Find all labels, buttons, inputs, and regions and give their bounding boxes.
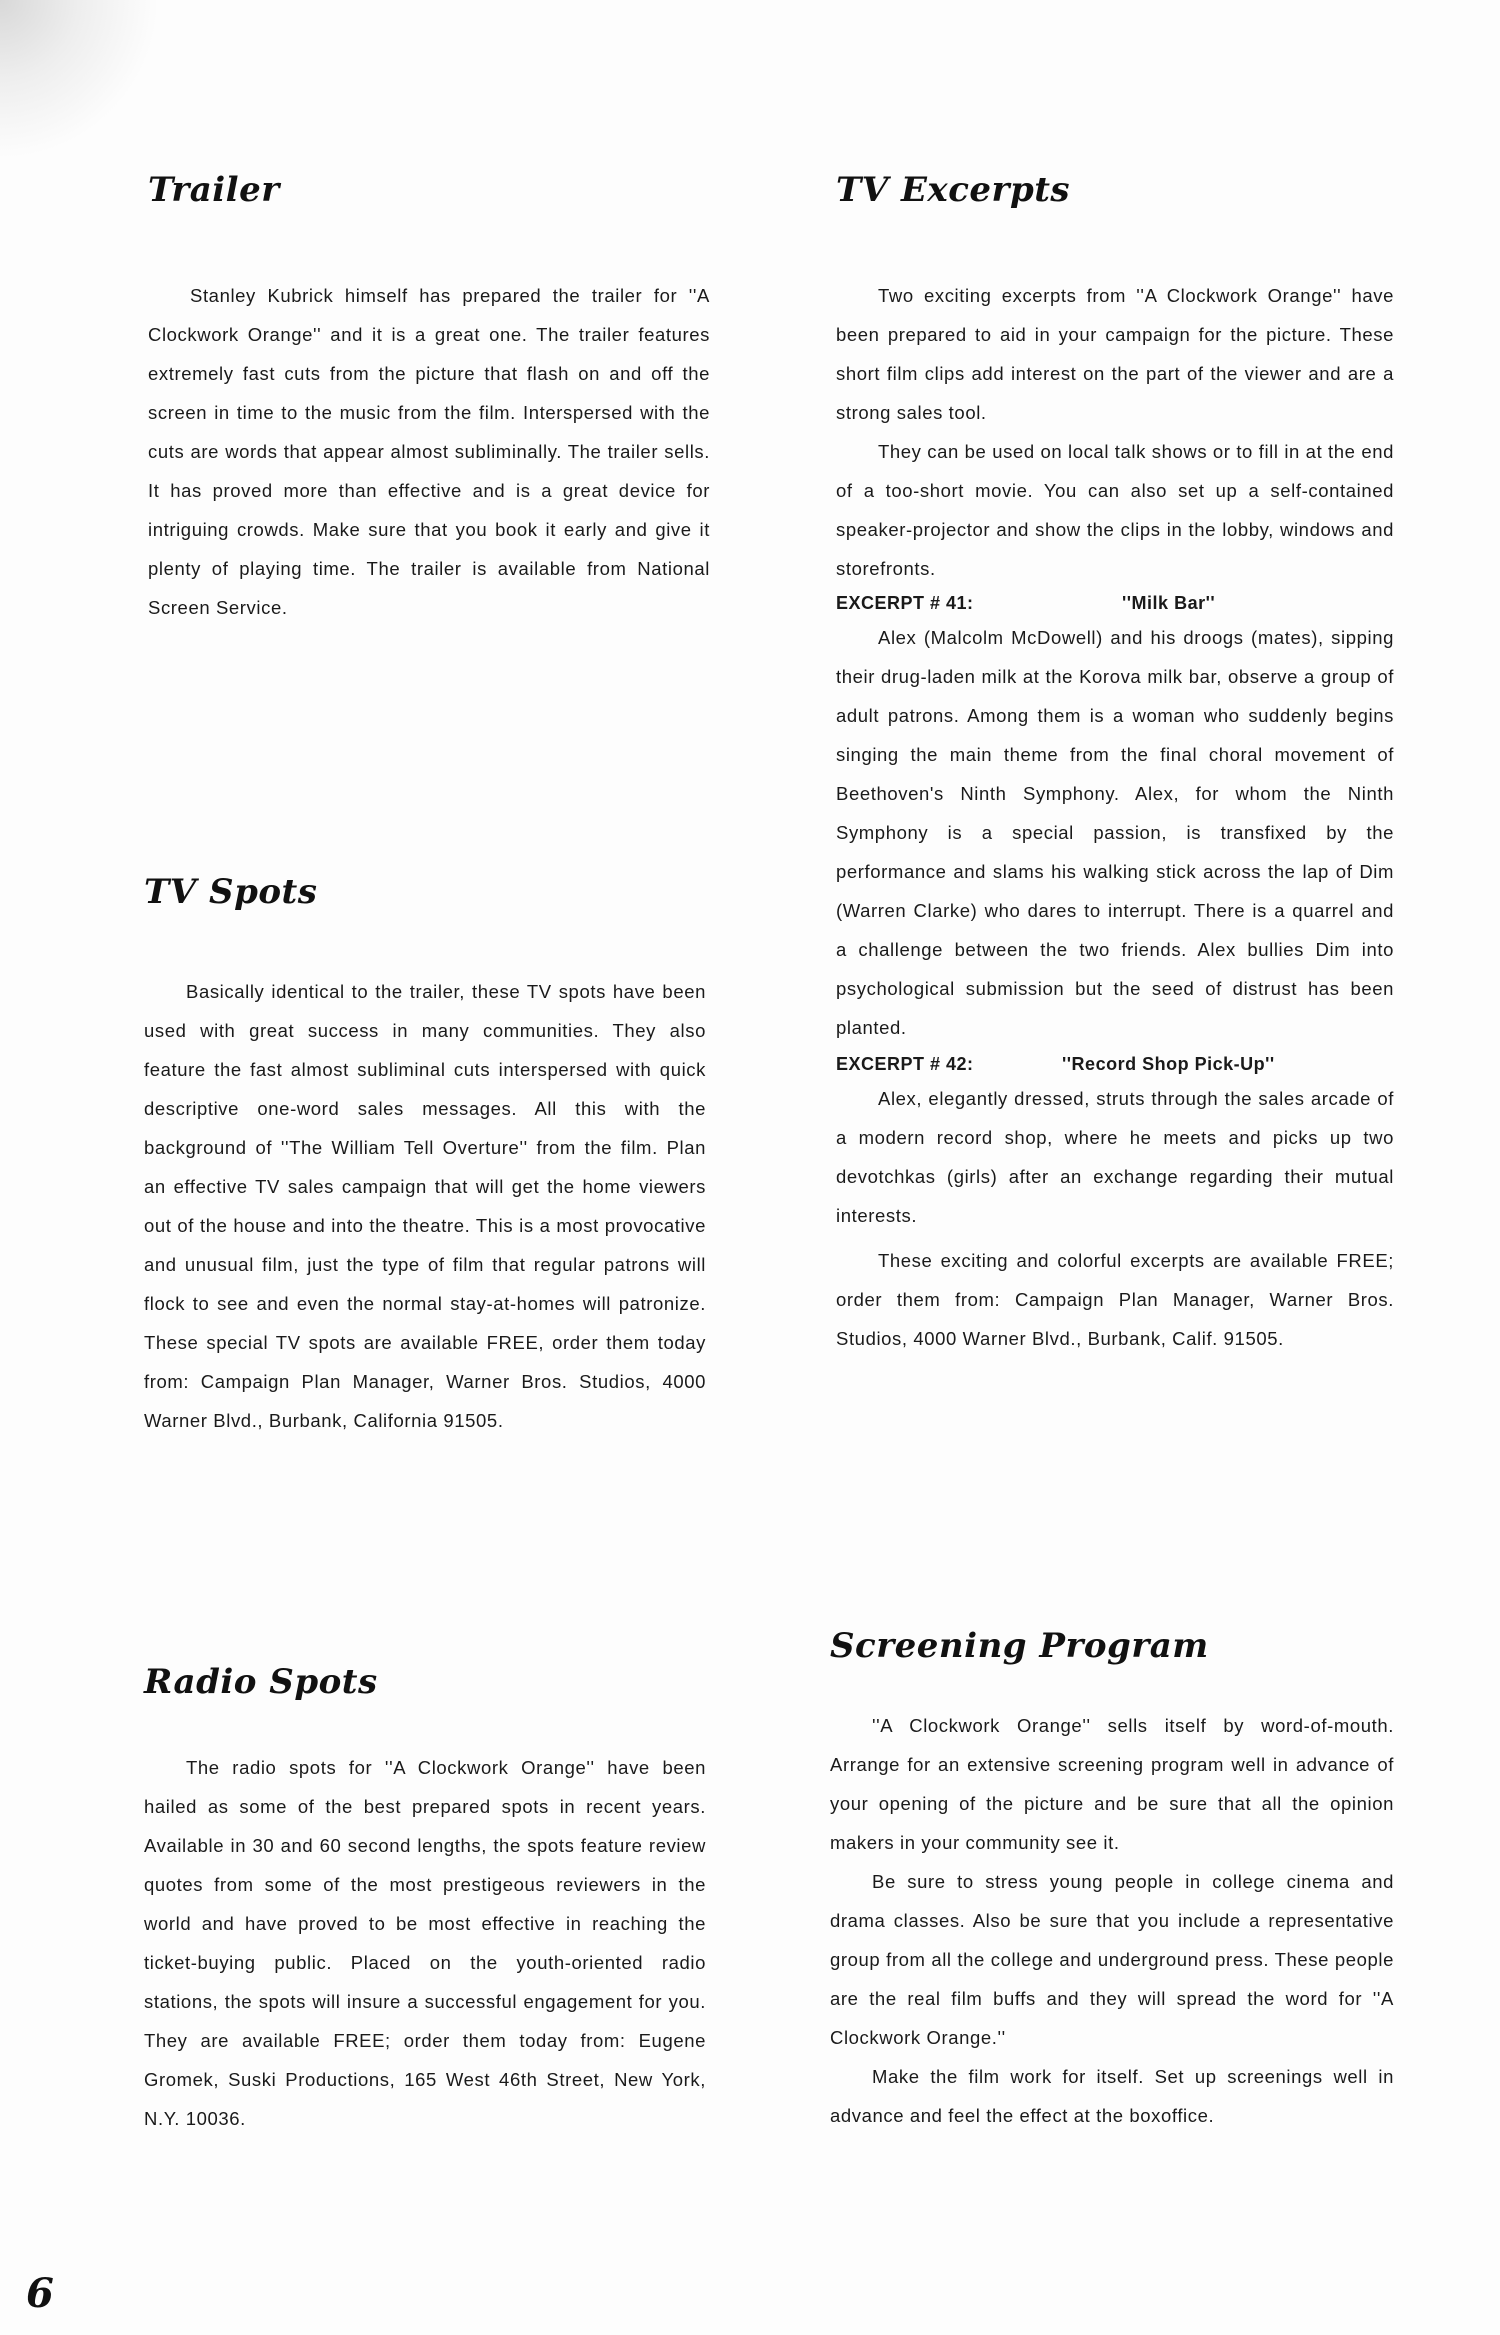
screening-paragraph-3: Make the film work for itself. Set up screenings well in advance and feel the effect at the boxoffice.: [830, 2066, 1394, 2126]
screening-program-section: [830, 1626, 1394, 2135]
screening-paragraph-1: ''A Clockwork Orange'' sells itself by word-of-mouth. Arrange for an extensive screening program well in advance of your opening of the picture and be sure that all the opinion makers in your community see it.: [830, 1715, 1394, 1853]
screening-program-heading: Screening Program: [830, 1626, 1209, 1666]
excerpt-41-number: EXCERPT # 41:: [836, 593, 974, 613]
radio-spots-heading: Radio Spots: [144, 1662, 378, 1702]
trailer-paragraph: Stanley Kubrick himself has prepared the trailer for ''A Clockwork Orange'' and it is a great one. The trailer features extremely fast cuts from the picture that flash on and off the screen in time to the music from the film. Interspersed with the cuts are words that appear almost subliminally. The trailer sells. It has proved more than effective and is a great device for intriguing crowds. Make sure that you book it early and give it plenty of playing time. The trailer is available from National Screen Service.: [148, 285, 710, 618]
excerpt-42-header: [836, 1049, 1394, 1079]
excerpt-41-title: ''Milk Bar'': [1122, 593, 1216, 613]
tv-excerpts-body: [836, 276, 1394, 1358]
tv-excerpts-intro-2: They can be used on local talk shows or to fill in at the end of a too-short movie. You can also set up a self-contained speaker-projector and show the clips in the lobby, windows and storefronts.: [836, 441, 1394, 579]
tv-excerpts-section: [836, 170, 1394, 1358]
tv-spots-heading: TV Spots: [144, 872, 318, 912]
radio-spots-body: [144, 1748, 706, 2138]
radio-spots-paragraph: The radio spots for ''A Clockwork Orange'' have been hailed as some of the best prepared spots in recent years. Available in 30 and 60 second lengths, the spots feature review quotes from some of the most prestigeous reviewers in the world and have proved to be most effective in reaching the ticket-buying public. Placed on the youth-oriented radio stations, the spots will insure a successful engagement for you. They are available FREE; order them today from: Eugene Gromek, Suski Productions, 165 West 46th Street, New York, N.Y. 10036.: [144, 1757, 706, 2129]
excerpt-41-header: [836, 588, 1394, 618]
scan-shadow: [0, 0, 160, 160]
tv-spots-body: [144, 972, 706, 1440]
radio-spots-section: [144, 1662, 706, 2138]
excerpt-42-number: EXCERPT # 42:: [836, 1054, 974, 1074]
excerpt-42-text: Alex, elegantly dressed, struts through the sales arcade of a modern record shop, where he meets and picks up two devotchkas (girls) after an exchange regarding their mutual interests.: [836, 1088, 1394, 1226]
trailer-body: [148, 276, 710, 627]
screening-program-body: [830, 1706, 1394, 2135]
excerpt-41-text: Alex (Malcolm McDowell) and his droogs (mates), sipping their drug-laden milk at the Korova milk bar, observe a group of adult patrons. Among them is a woman who suddenly begins singing the main theme from the final choral movement of Beethoven's Ninth Symphony. Alex, for whom the Ninth Symphony is a special passion, is transfixed by the performance and slams his walking stick across the lap of Dim (Warren Clarke) who dares to interrupt. There is a quarrel and a challenge between the two friends. Alex bullies Dim into psychological submission but the seed of distrust has been planted.: [836, 627, 1394, 1038]
tv-excerpts-heading: TV Excerpts: [836, 170, 1071, 210]
excerpt-42-title: ''Record Shop Pick-Up'': [1062, 1054, 1275, 1074]
tv-spots-section: [144, 872, 706, 1440]
page-number: 6: [26, 2270, 54, 2317]
screening-paragraph-2: Be sure to stress young people in college cinema and drama classes. Also be sure that you include a representative group from all the college and underground press. These people are the real film buffs and they will spread the word for ''A Clockwork Orange.'': [830, 1871, 1394, 2048]
tv-excerpts-intro-1: Two exciting excerpts from ''A Clockwork Orange'' have been prepared to aid in your campaign for the picture. These short film clips add interest on the part of the viewer and are a strong sales tool.: [836, 285, 1394, 423]
tv-spots-paragraph: Basically identical to the trailer, these TV spots have been used with great success in many communities. They also feature the fast almost subliminal cuts interspersed with quick descriptive one-word sales messages. All this with the background of ''The William Tell Overture'' from the film. Plan an effective TV sales campaign that will get the home viewers out of the house and into the theatre. This is a most provocative and unusual film, just the type of film that regular patrons will flock to see and even the normal stay-at-homes will patronize. These special TV spots are available FREE, order them today from: Campaign Plan Manager, Warner Bros. Studios, 4000 Warner Blvd., Burbank, California 91505.: [144, 981, 706, 1431]
trailer-heading: Trailer: [148, 170, 280, 210]
trailer-section: [148, 170, 710, 627]
tv-excerpts-closing: These exciting and colorful excerpts are available FREE; order them from: Campaign Plan Manager, Warner Bros. Studios, 4000 Warner Blvd., Burbank, Calif. 91505.: [836, 1250, 1394, 1349]
